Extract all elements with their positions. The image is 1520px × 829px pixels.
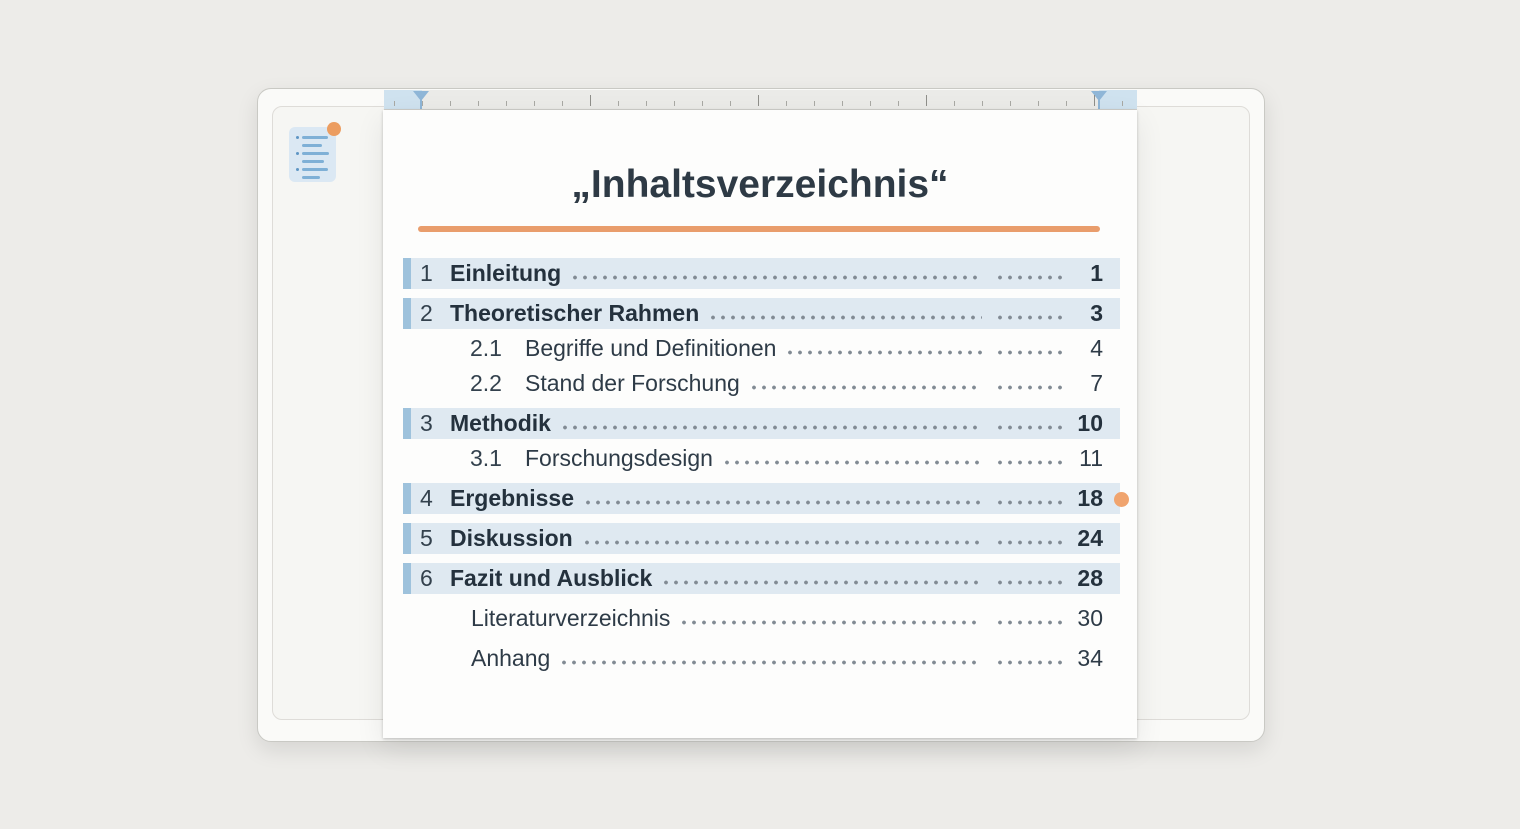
thumbnail-line: [296, 160, 329, 163]
toc-row-6[interactable]: [403, 563, 1120, 594]
toc-entry-title: Theoretischer Rahmen: [450, 300, 700, 326]
thumbnail-line: [296, 176, 329, 179]
dot-leader-short: [998, 385, 1062, 390]
dot-leader: [664, 580, 982, 585]
toc-entry-pagenumber: 30: [1077, 605, 1103, 631]
dot-leader-short: [998, 350, 1062, 355]
toc-entry-title: Fazit und Ausblick: [450, 565, 653, 591]
dot-leader: [788, 350, 982, 355]
ruler-tick: [702, 101, 703, 106]
dot-leader-short: [998, 500, 1062, 505]
ruler-tick: [394, 101, 395, 106]
ruler-tick: [758, 95, 759, 106]
toc-entry-title: Literaturverzeichnis: [471, 605, 671, 631]
toc-entry-title: Begriffe und Definitionen: [525, 335, 777, 361]
toc-entry-number: 4: [420, 485, 433, 511]
toc-entry-title: Stand der Forschung: [525, 370, 740, 396]
toc-page-title: „Inhaltsverzeichnis“: [571, 163, 949, 206]
toc-row-4[interactable]: [403, 483, 1120, 514]
toc-entry-pagenumber: 7: [1090, 370, 1103, 396]
toc-entry-pagenumber: 11: [1079, 445, 1103, 471]
ruler-tick: [1010, 101, 1011, 106]
ruler-tick: [1066, 101, 1067, 106]
ruler-tick: [422, 101, 423, 106]
toc-entry-number: 6: [420, 565, 433, 591]
toc-entry-number: 3: [420, 410, 433, 436]
ruler-tick: [1122, 101, 1123, 106]
toc-entry-title: Anhang: [471, 645, 551, 671]
thumbnail-line: [296, 168, 329, 171]
thumbnail-line: [296, 152, 329, 155]
toc-row-literaturverzeichnis[interactable]: [403, 603, 1120, 634]
toc-row-2.2[interactable]: [403, 368, 1120, 399]
indent-marker-left[interactable]: [413, 91, 429, 109]
text-line-icon: [302, 160, 324, 163]
text-line-icon: [302, 144, 322, 147]
text-line-icon: [302, 152, 329, 155]
ruler-tick: [618, 101, 619, 106]
toc-thumbnail-icon[interactable]: [289, 127, 336, 182]
dot-leader: [752, 385, 982, 390]
orange-marker-dot: [1114, 492, 1129, 507]
ruler-tick: [478, 101, 479, 106]
ruler-tick: [954, 101, 955, 106]
toc-list: [403, 258, 1120, 683]
text-line-icon: [302, 168, 328, 171]
dot-leader: [562, 660, 982, 665]
text-line-icon: [302, 176, 320, 179]
ruler-tick: [1094, 95, 1095, 106]
toc-entry-title: Einleitung: [450, 260, 562, 286]
toc-entry-number: 2.2: [470, 370, 502, 396]
ruler-tick: [674, 101, 675, 106]
ruler-tick: [786, 101, 787, 106]
ruler-tick: [590, 95, 591, 106]
toc-row-5[interactable]: [403, 523, 1120, 554]
ruler-tick: [562, 101, 563, 106]
bullet-dot-icon: [296, 168, 299, 171]
document-page[interactable]: [383, 110, 1137, 738]
thumbnail-line: [296, 144, 329, 147]
toc-entry-pagenumber: 24: [1077, 525, 1103, 551]
toc-row-2.1[interactable]: [403, 333, 1120, 364]
dot-leader: [682, 620, 982, 625]
ruler-tick: [898, 101, 899, 106]
toc-row-1[interactable]: [403, 258, 1120, 289]
dot-leader-short: [998, 315, 1062, 320]
dot-leader-short: [998, 540, 1062, 545]
dot-leader: [711, 315, 982, 320]
ruler-tick: [982, 101, 983, 106]
toc-row-3[interactable]: [403, 408, 1120, 439]
toc-row-anhang[interactable]: [403, 643, 1120, 674]
dot-leader: [573, 275, 982, 280]
toc-entry-number: 3.1: [470, 445, 502, 471]
toc-entry-number: 1: [420, 260, 433, 286]
bullet-dot-icon: [296, 136, 299, 139]
dot-leader: [563, 425, 982, 430]
dot-leader-short: [998, 425, 1062, 430]
dot-leader-short: [998, 580, 1062, 585]
dot-leader: [725, 460, 982, 465]
toc-entry-title: Diskussion: [450, 525, 573, 551]
toc-entry-pagenumber: 1: [1090, 260, 1103, 286]
ruler-tick: [842, 101, 843, 106]
toc-entry-pagenumber: 4: [1090, 335, 1103, 361]
ruler-tick: [730, 101, 731, 106]
bullet-dot-icon: [296, 152, 299, 155]
dot-leader-short: [998, 620, 1062, 625]
toc-title-underline: [418, 226, 1100, 232]
ruler-tick: [926, 95, 927, 106]
toc-entry-pagenumber: 34: [1077, 645, 1103, 671]
toc-entry-number: 2.1: [470, 335, 502, 361]
ruler-tick: [1038, 101, 1039, 106]
dot-leader-short: [998, 275, 1062, 280]
toc-row-3.1[interactable]: [403, 443, 1120, 474]
toc-entry-title: Ergebnisse: [450, 485, 574, 511]
toc-entry-pagenumber: 3: [1090, 300, 1103, 326]
thumbnail-line: [296, 136, 329, 139]
ruler-tick: [450, 101, 451, 106]
toc-entry-pagenumber: 18: [1077, 485, 1103, 511]
toc-row-2[interactable]: [403, 298, 1120, 329]
dot-leader: [586, 500, 982, 505]
ruler-tick: [870, 101, 871, 106]
notification-dot: [327, 122, 341, 136]
dot-leader-short: [998, 660, 1062, 665]
text-line-icon: [302, 136, 328, 139]
toc-entry-number: 5: [420, 525, 433, 551]
horizontal-ruler[interactable]: [384, 90, 1137, 110]
ruler-tick: [646, 101, 647, 106]
dot-leader-short: [998, 460, 1062, 465]
ruler-tick: [814, 101, 815, 106]
toc-entry-title: Forschungsdesign: [525, 445, 713, 471]
toc-entry-pagenumber: 10: [1077, 410, 1103, 436]
ruler-tick: [506, 101, 507, 106]
toc-entry-pagenumber: 28: [1077, 565, 1103, 591]
toc-entry-number: 2: [420, 300, 433, 326]
dot-leader: [585, 540, 982, 545]
ruler-tick: [534, 101, 535, 106]
toc-entry-title: Methodik: [450, 410, 551, 436]
